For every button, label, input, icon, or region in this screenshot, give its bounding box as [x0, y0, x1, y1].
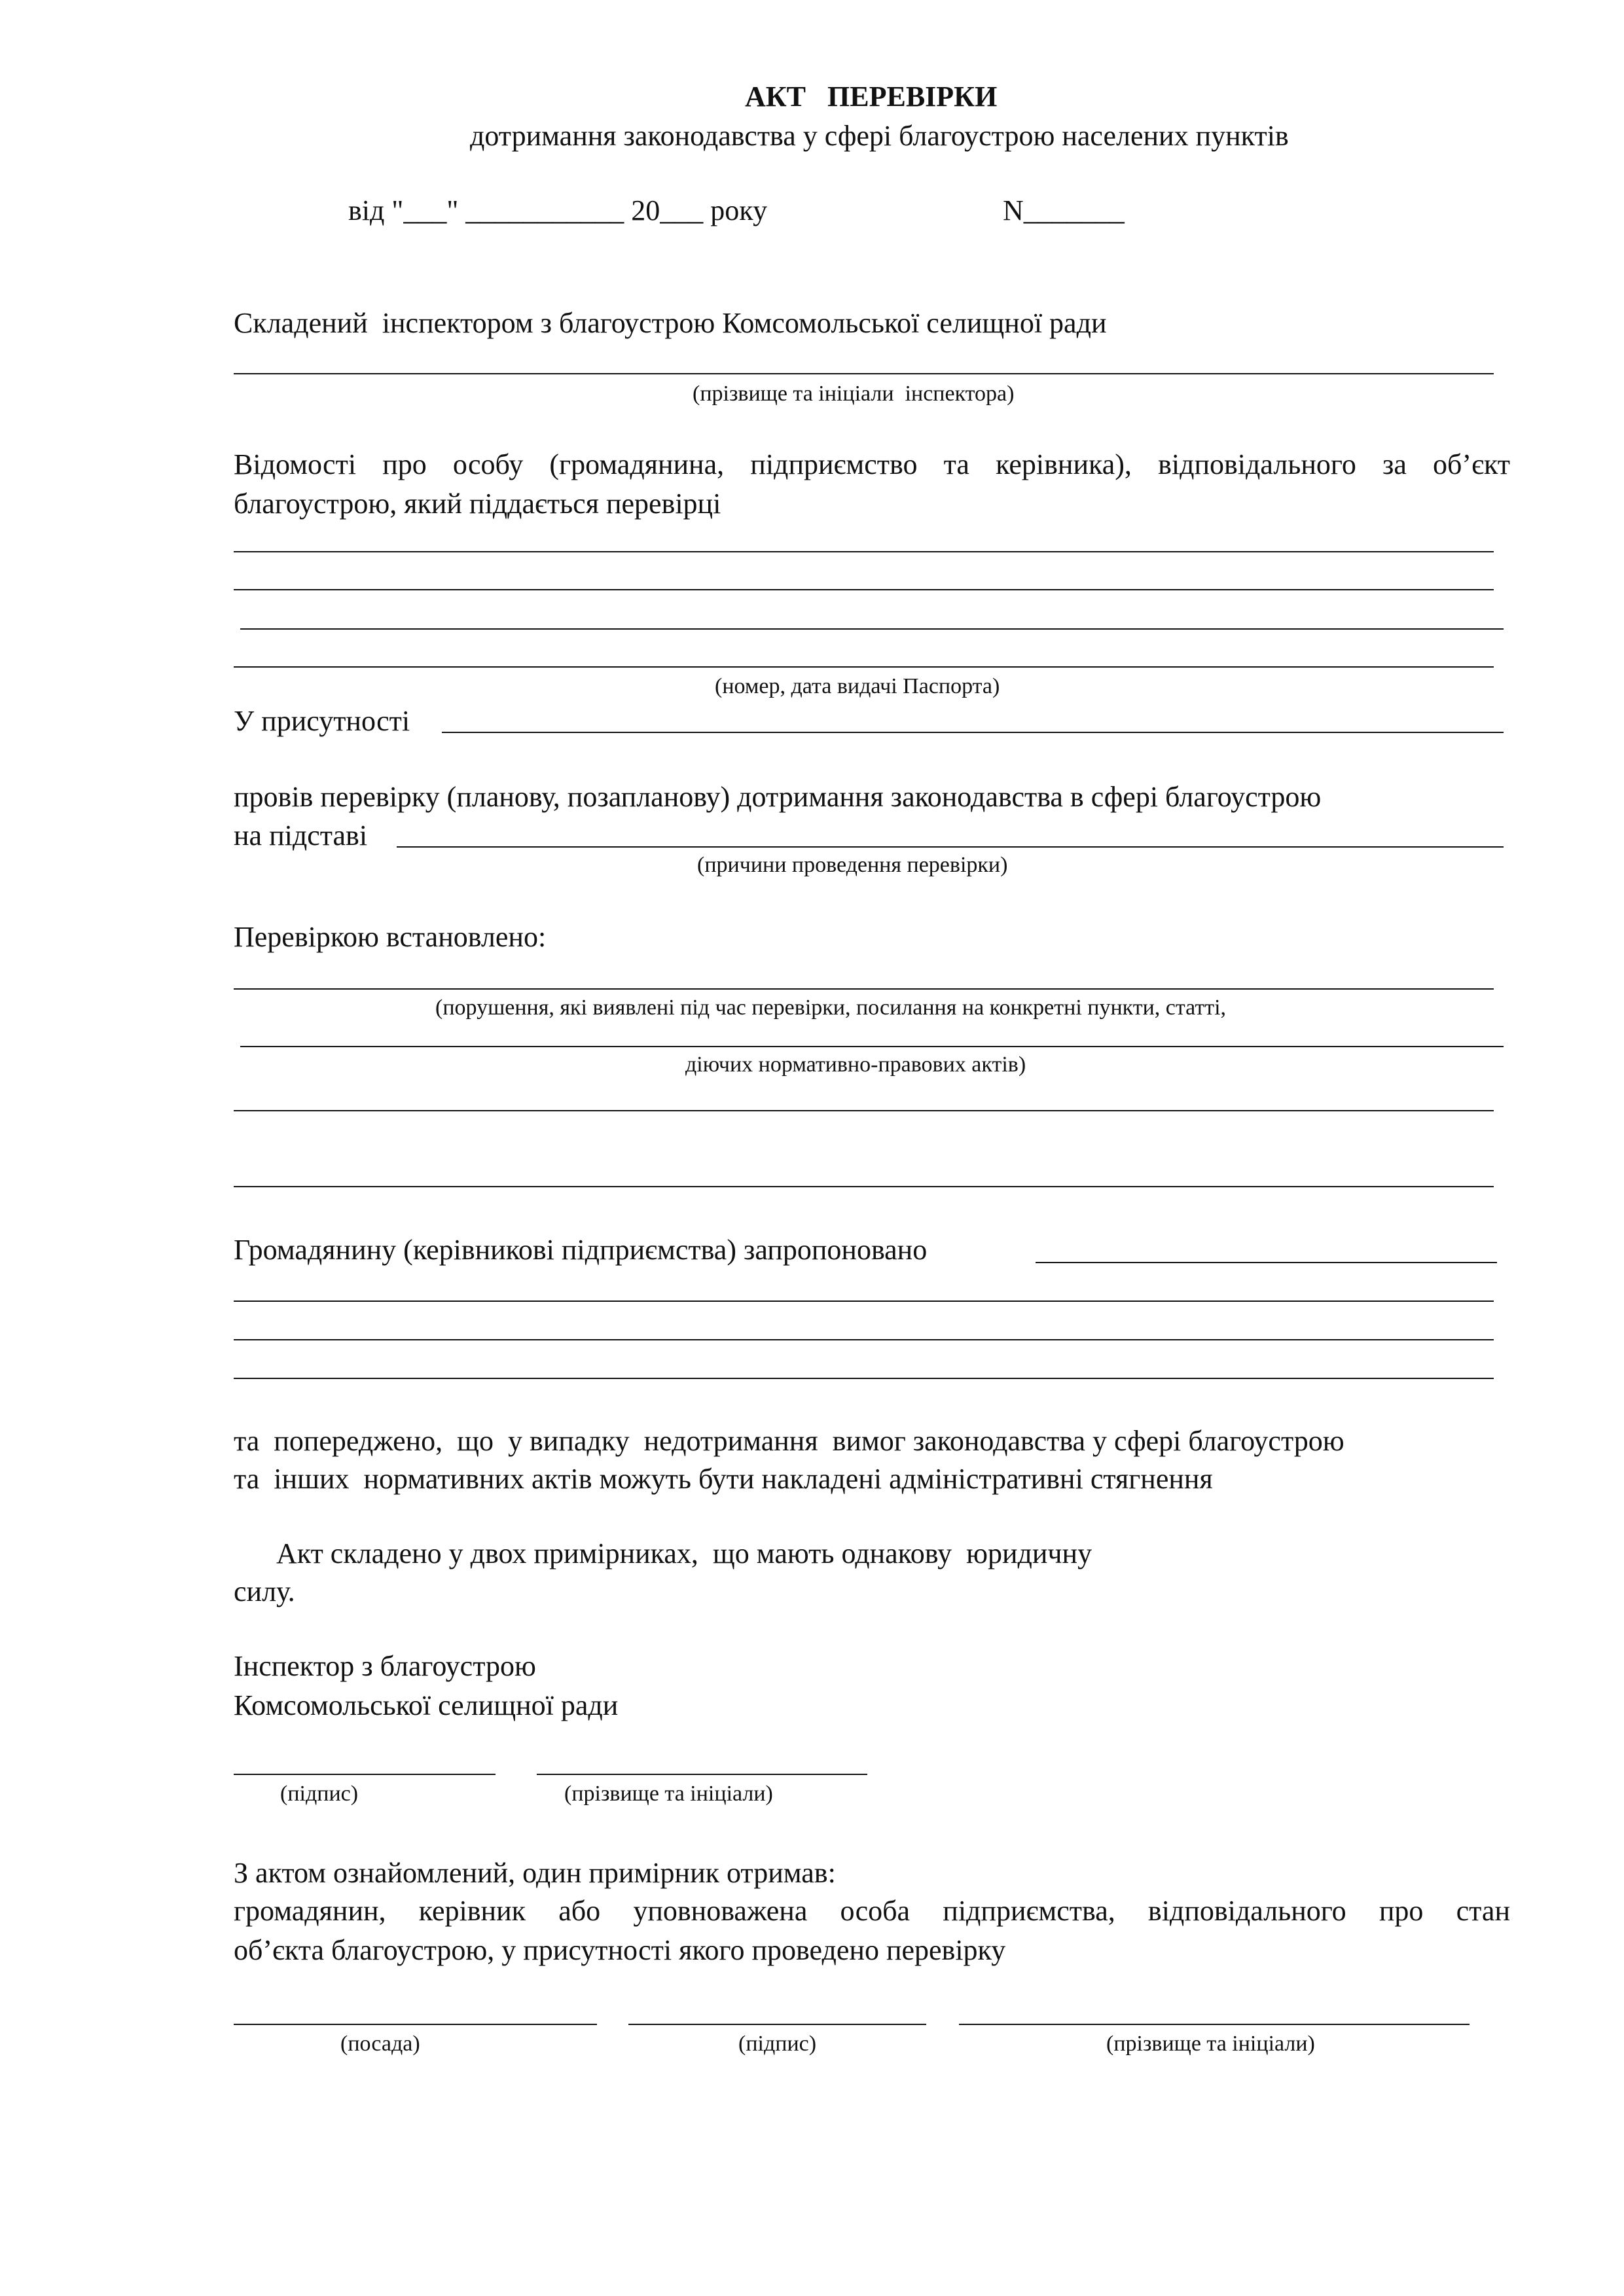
subject-info-line2: благоустрою, який піддається перевірці	[234, 488, 721, 520]
act-number: N_______	[1003, 194, 1125, 226]
inspector-title-line2: Комсомольської селищної ради	[234, 1689, 619, 1721]
acquainted-line3: об’єкта благоустрою, у присутності якого проведено перевірку	[234, 1934, 1006, 1966]
position-entry-line[interactable]	[234, 2024, 597, 2025]
acquainted-line1: З актом ознайомлений, один примірник отримав:	[234, 1857, 836, 1889]
signature-caption: (підпис)	[738, 2032, 817, 2056]
name-entry-line[interactable]	[959, 2024, 1470, 2025]
warning-line1: та попереджено, що у випадку недотримання вимог законодавства у сфері благоустрою	[234, 1425, 1344, 1457]
passport-caption: (номер, дата видачі Паспорта)	[715, 674, 1000, 698]
established-entry-line-1[interactable]	[234, 988, 1494, 990]
subject-info-entry-line-1[interactable]	[234, 551, 1494, 552]
established-entry-line-3[interactable]	[234, 1110, 1494, 1111]
reasons-caption: (причини проведення перевірки)	[697, 853, 1008, 877]
presence-entry-line[interactable]	[442, 732, 1504, 733]
established-entry-line-2[interactable]	[240, 1046, 1504, 1047]
copies-line2: силу.	[234, 1575, 295, 1607]
inspector-name-sign-line[interactable]	[537, 1774, 867, 1775]
inspector-caption: (прізвище та ініціали інспектора)	[693, 382, 1015, 406]
inspector-signature-caption: (підпис)	[280, 1782, 359, 1806]
inspector-signature-line[interactable]	[234, 1774, 496, 1775]
proposed-entry-line-1[interactable]	[234, 1300, 1494, 1302]
inspector-name-line[interactable]	[234, 373, 1494, 374]
established-label: Перевіркою встановлено:	[234, 921, 547, 953]
violations-caption-1: (порушення, які виявлені під час перевірки, посилання на конкретні пункти, статті,	[435, 996, 1227, 1020]
document-title: АКТ ПЕРЕВІРКИ	[745, 81, 998, 113]
subject-info-entry-line-3[interactable]	[240, 628, 1504, 630]
basis-entry-line[interactable]	[397, 846, 1504, 848]
name-caption: (прізвище та ініціали)	[1106, 2032, 1315, 2056]
signature-entry-line[interactable]	[628, 2024, 926, 2025]
document-subtitle: дотримання законодавства у сфері благоустрою населених пунктів	[470, 120, 1289, 152]
proposed-entry-line-0[interactable]	[1036, 1262, 1497, 1263]
composed-by-text: Складений інспектором з благоустрою Комсомольської селищної ради	[234, 307, 1107, 339]
warning-line2: та інших нормативних актів можуть бути накладені адміністративні стягнення	[234, 1463, 1213, 1495]
proposed-entry-line-3[interactable]	[234, 1378, 1494, 1379]
subject-info-entry-line-2[interactable]	[234, 589, 1494, 590]
proposed-entry-line-2[interactable]	[234, 1339, 1494, 1340]
date-line: від "___" ___________ 20___ року	[348, 194, 768, 226]
conducted-text: провів перевірку (планову, позапланову) дотримання законодавства в сфері благоустрою	[234, 781, 1322, 813]
position-caption: (посада)	[340, 2032, 420, 2056]
established-entry-line-4[interactable]	[234, 1186, 1494, 1187]
proposed-label: Громадянину (керівникові підприємства) запропоновано	[234, 1234, 928, 1266]
subject-info-entry-line-4[interactable]	[234, 666, 1494, 668]
inspector-name-caption: (прізвище та ініціали)	[564, 1782, 773, 1806]
subject-info-line1: Відомості про особу (громадянина, підприємство та керівника), відповідального за об’єкт	[234, 448, 1510, 480]
inspector-title-line1: Інспектор з благоустрою	[234, 1650, 536, 1682]
acquainted-line2: громадянин, керівник або уповноважена особа підприємства, відповідального про стан	[234, 1895, 1510, 1927]
basis-label: на підставі	[234, 819, 368, 852]
violations-caption-2: діючих нормативно-правових актів)	[685, 1052, 1026, 1077]
copies-line1: Акт складено у двох примірниках, що мають однакову юридичну	[276, 1537, 1092, 1570]
presence-label: У присутності	[234, 705, 410, 737]
